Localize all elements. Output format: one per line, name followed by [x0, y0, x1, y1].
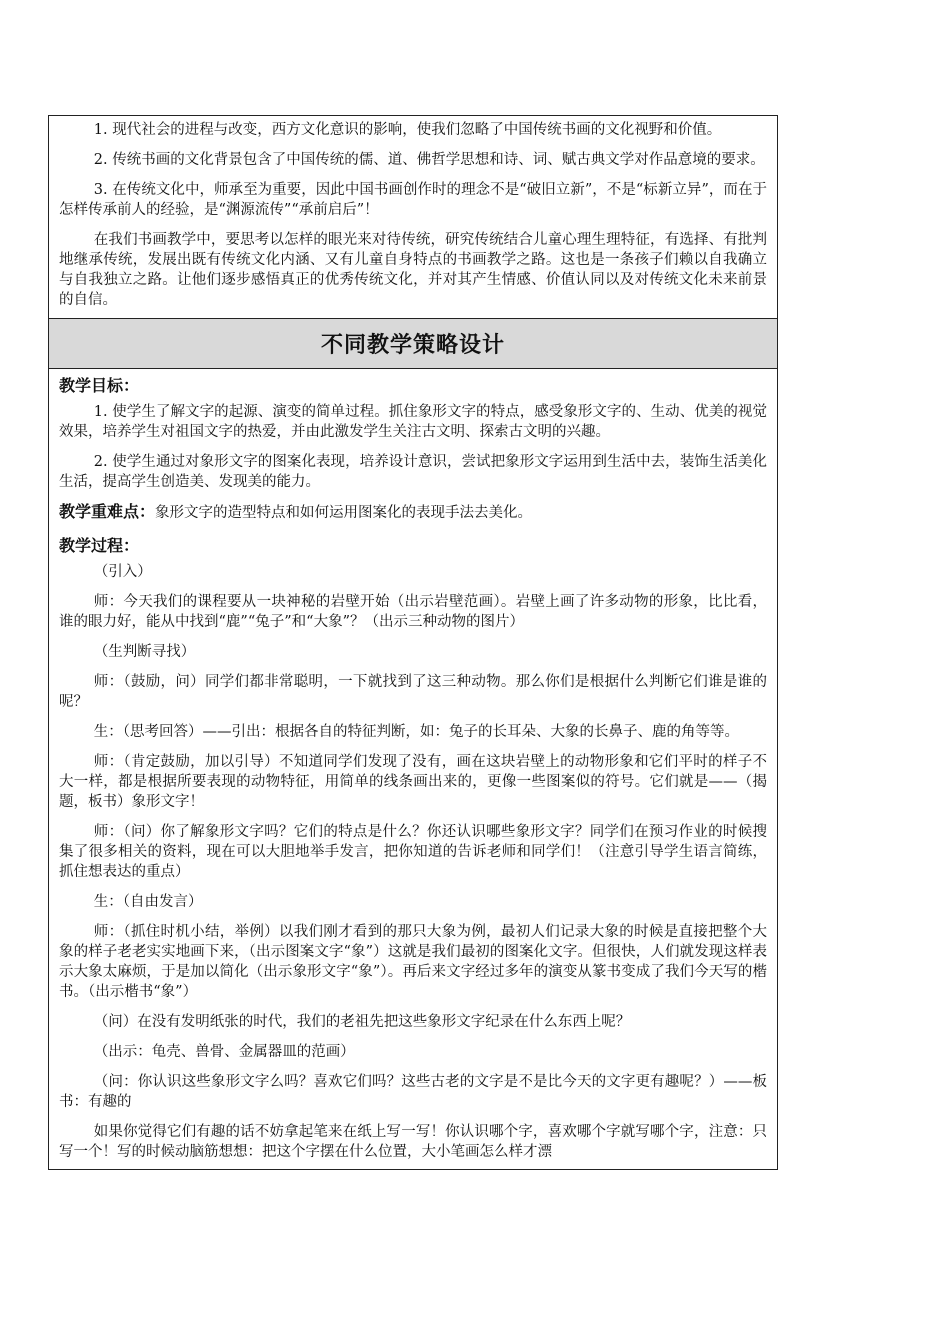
process-paragraph: 生：（自由发言） — [93, 894, 203, 910]
background-paragraph: 在我们书画教学中，要思考以怎样的眼光来对待传统，研究传统结合儿童心理生理特征，有选择、有批判地继承传统，发展出既有传统文化内涵、又有儿童自身特点的书画教学之路。这也是一条孩子们赖以自我确立与自我独立之路。让他们逐步感悟真正的优秀传统文化，并对其产生情感、价值认同以及对传统文化未来前景的自信。 — [59, 232, 767, 308]
process-paragraph: （生判断寻找） — [93, 644, 196, 660]
section-header — [49, 319, 777, 369]
goal-item: 1. 使学生了解文字的起源、演变的简单过程。抓住象形文字的特点，感受象形文字的、生动、优美的视觉效果，培养学生对祖国文字的热爱，并由此激发学生关注古文明、探索古文明的兴趣。 — [59, 404, 767, 440]
background-paragraph: 1. 现代社会的进程与改变，西方文化意识的影响，使我们忽略了中国传统书画的文化视野和价值。 — [93, 122, 722, 138]
process-paragraph: 师：（肯定鼓励，加以引导）不知道同学们发现了没有，画在这块岩壁上的动物形象和它们平时的样子不大一样，都是根据所要表现的动物特征，用简单的线条画出来的，更像一些图案似的符号。它们就是——（揭题，板书）象形文字！ — [59, 754, 767, 810]
keypoints-line — [59, 502, 767, 523]
goal-item: 2. 使学生通过对象形文字的图案化表现，培养设计意识，尝试把象形文字运用到生活中去，装饰生活美化生活，提高学生创造美、发现美的能力。 — [59, 454, 767, 490]
background-paragraph: 2. 传统书画的文化背景包含了中国传统的儒、道、佛哲学思想和诗、词、赋古典文学对作品意境的要求。 — [93, 152, 765, 168]
process-paragraph: （引入） — [93, 564, 152, 580]
background-section — [49, 116, 777, 319]
process-paragraph: 如果你觉得它们有趣的话不妨拿起笔来在纸上写一写！你认识哪个字，喜欢哪个字就写哪个字，注意：只写一个！写的时候动脑筋想想：把这个字摆在什么位置，大小笔画怎么样才漂 — [59, 1124, 767, 1160]
background-paragraph: 3. 在传统文化中，师承至为重要，因此中国书画创作时的理念不是“破旧立新”，不是“标新立异”，而在于怎样传承前人的经验，是“渊源流传”“承前启后”！ — [59, 182, 767, 218]
process-paragraph: （问）在没有发明纸张的时代，我们的老祖先把这些象形文字纪录在什么东西上呢？ — [93, 1014, 631, 1030]
process-paragraph: 师：（抓住时机小结，举例）以我们刚才看到的那只大象为例，最初人们记录大象的时候是直接把整个大象的样子老老实实地画下来，（出示图案文字“象”）这就是我们最初的图案化文字。但很快，人们就发现这样表示大象太麻烦，于是加以简化（出示象形文字“象”）。再后来文字经过多年的演变从篆书变成了我们今天写的楷书。（出示楷书“象”） — [59, 924, 767, 1000]
section-title: 不同教学策略设计 — [320, 333, 505, 358]
keypoints-text: 象形文字的造型特点和如何运用图案化的表现手法去美化。 — [155, 505, 533, 521]
process-paragraph: 师：今天我们的课程要从一块神秘的岩壁开始（出示岩壁范画）。岩壁上画了许多动物的形象，比比看，谁的眼力好，能从中找到“鹿”“兔子”和“大象”？（出示三种动物的图片） — [59, 594, 767, 630]
process-paragraph: （出示：龟壳、兽骨、金属器皿的范画） — [93, 1044, 355, 1060]
process-paragraph: 师：（问）你了解象形文字吗？它们的特点是什么？你还认识哪些象形文字？同学们在预习作业的时候搜集了很多相关的资料，现在可以大胆地举手发言，把你知道的告诉老师和同学们！（注意引导学生语言简练，抓住想表达的重点） — [59, 824, 767, 880]
process-heading: 教学过程： — [59, 536, 140, 555]
process-paragraph: 生：（思考回答）——引出：根据各自的特征判断，如：兔子的长耳朵、大象的长鼻子、鹿的角等等。 — [93, 724, 740, 740]
process-paragraph: 师：（鼓励，问）同学们都非常聪明，一下就找到了这三种动物。那么你们是根据什么判断它们谁是谁的呢？ — [59, 674, 767, 710]
goals-heading: 教学目标： — [59, 376, 140, 395]
lesson-plan-table — [48, 115, 778, 1170]
keypoints-heading: 教学重难点： — [59, 502, 156, 521]
process-paragraph: （问：你认识这些象形文字么吗？喜欢它们吗？这些古老的文字是不是比今天的文字更有趣呢？）——板书：有趣的 — [59, 1074, 767, 1110]
strategy-section — [49, 369, 777, 1169]
